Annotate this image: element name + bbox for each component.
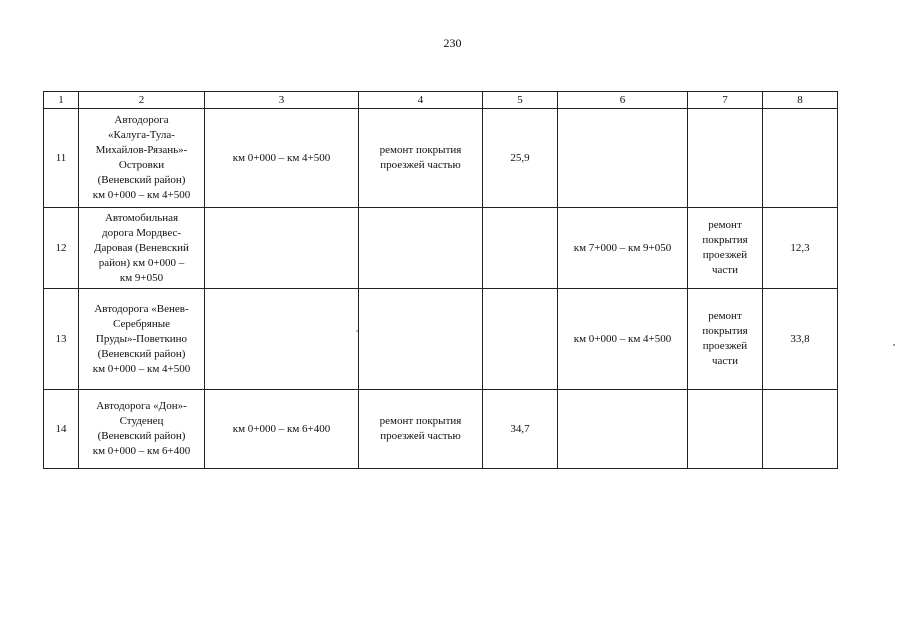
row-number: 13 <box>44 289 79 390</box>
road-name-cell: Автодорога «Венев- Серебряные Пруды»-Поветкино (Веневский район) км 0+000 – км 4+500 <box>79 289 205 390</box>
length-2-cell <box>763 390 838 469</box>
column-header-7: 7 <box>688 92 763 109</box>
road-name-cell: Автомобильная дорога Мордвес- Даровая (Веневский район) км 0+000 – км 9+050 <box>79 208 205 289</box>
column-header-2: 2 <box>79 92 205 109</box>
section-cell: км 0+000 – км 6+400 <box>205 390 359 469</box>
roads-table <box>43 91 838 469</box>
section-2-cell: км 7+000 – км 9+050 <box>558 208 688 289</box>
length-2-cell: 12,3 <box>763 208 838 289</box>
section-2-cell: км 0+000 – км 4+500 <box>558 289 688 390</box>
work-type-2-cell: ремонт покрытия проезжей части <box>688 289 763 390</box>
work-type-cell: ремонт покрытия проезжей частью <box>359 390 483 469</box>
page-number: 230 <box>443 36 462 50</box>
length-2-cell <box>763 109 838 208</box>
column-header-3: 3 <box>205 92 359 109</box>
row-number: 12 <box>44 208 79 289</box>
table-row <box>44 208 838 289</box>
length-cell: 25,9 <box>483 109 558 208</box>
column-header-5: 5 <box>483 92 558 109</box>
work-type-cell <box>359 289 483 390</box>
column-header-8: 8 <box>763 92 838 109</box>
scan-speck <box>893 344 895 346</box>
length-cell: 34,7 <box>483 390 558 469</box>
section-2-cell <box>558 109 688 208</box>
work-type-cell <box>359 208 483 289</box>
row-number: 14 <box>44 390 79 469</box>
column-header-6: 6 <box>558 92 688 109</box>
section-2-cell <box>558 390 688 469</box>
column-header-4: 4 <box>359 92 483 109</box>
work-type-cell: ремонт покрытия проезжей частью <box>359 109 483 208</box>
length-cell <box>483 289 558 390</box>
table-row <box>44 109 838 208</box>
scan-speck <box>356 330 358 332</box>
work-type-2-cell: ремонт покрытия проезжей части <box>688 208 763 289</box>
road-name-cell: Автодорога «Дон»- Студенец (Веневский район) км 0+000 – км 6+400 <box>79 390 205 469</box>
road-name-cell: Автодорога «Калуга-Тула- Михайлов-Рязань»- Островки (Веневский район) км 0+000 – км 4+500 <box>79 109 205 208</box>
length-cell <box>483 208 558 289</box>
column-header-1: 1 <box>44 92 79 109</box>
table-row <box>44 289 838 390</box>
table-row <box>44 390 838 469</box>
section-cell: км 0+000 – км 4+500 <box>205 109 359 208</box>
length-2-cell: 33,8 <box>763 289 838 390</box>
row-number: 11 <box>44 109 79 208</box>
table-header-row <box>44 92 838 109</box>
work-type-2-cell <box>688 109 763 208</box>
section-cell <box>205 289 359 390</box>
work-type-2-cell <box>688 390 763 469</box>
section-cell <box>205 208 359 289</box>
